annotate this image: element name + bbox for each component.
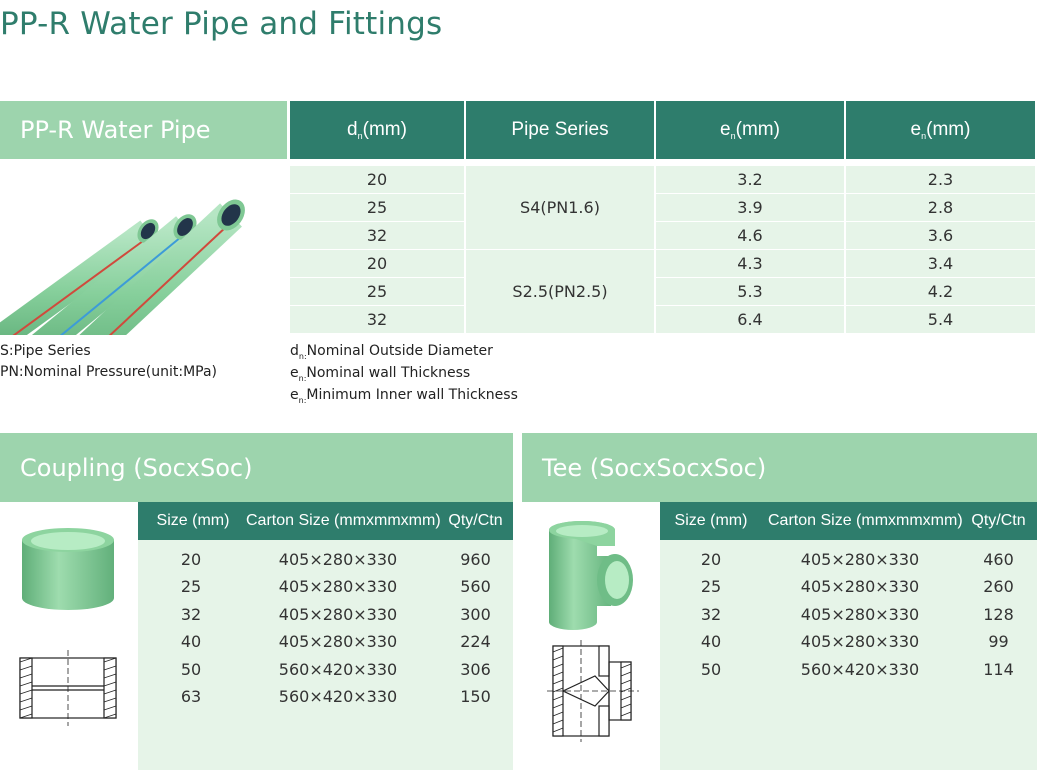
coupling-cell: 150 [460,687,491,706]
coupling-cell: 306 [460,660,491,679]
pipe-row-emin: 2.8 [846,194,1035,221]
tee-cell: 460 [983,550,1014,569]
coupling-cell: 25 [180,577,202,596]
header-dn-sub: n [357,131,363,141]
coupling-header-size: Size (mm) [156,512,230,529]
tee-cell: 260 [983,577,1014,596]
coupling-cell: 50 [180,660,202,679]
coupling-cell: 560 [460,577,491,596]
note-line [290,341,518,363]
notes-left [0,341,217,383]
tee-section-title: Tee (SocxSocxSoc) [522,433,1037,502]
tee-cell: 405×280×330 [800,550,920,569]
pipe-table-body [290,166,1035,334]
note-text: Minimum Inner wall Thickness [306,387,518,403]
coupling-cell: 32 [180,605,202,624]
note-line [290,385,518,407]
pipe-row-emin: 5.4 [846,306,1035,333]
header-dn-unit: (mm) [362,119,407,140]
pipe-row-emin: 3.4 [846,250,1035,277]
pipe-row-en: 6.4 [656,306,844,333]
coupling-illustration [18,520,118,730]
pipe-row-dn: 25 [290,278,464,305]
note-sub: n: [298,396,307,405]
tee-header [660,502,1037,540]
pipe-row-en: 5.3 [656,278,844,305]
pipe-row-en: 4.3 [656,250,844,277]
header-en-unit: (mm) [735,119,780,140]
coupling-header-carton: Carton Size (mmxmmxmm) [246,512,441,529]
pipe-section-title: PP-R Water Pipe [0,101,287,159]
header-dn [290,101,464,159]
tee-header-size: Size (mm) [674,512,748,529]
coupling-cell: 560×420×330 [278,660,398,679]
tee-illustration [545,516,645,742]
header-en-sub: n [730,131,736,141]
header-emin-symbol: e [910,119,922,140]
header-emin-unit: (mm) [926,119,971,140]
pipe-row-emin: 4.2 [846,278,1035,305]
note-symbol: e [290,365,299,381]
note-sub: n: [298,374,307,383]
pipe-series-cell: S2.5(PN2.5) [466,250,654,333]
coupling-cell: 405×280×330 [278,550,398,569]
coupling-cell: 405×280×330 [278,577,398,596]
tee-cell: 405×280×330 [800,632,920,651]
pipe-row-dn: 25 [290,194,464,221]
pipe-row-dn: 32 [290,306,464,333]
tee-cell: 25 [700,577,722,596]
tee-cell: 40 [700,632,722,651]
tee-cell: 99 [988,632,1009,651]
coupling-section-title: Coupling (SocxSoc) [0,433,513,502]
coupling-cell: 20 [180,550,202,569]
pipe-row-dn: 20 [290,166,464,193]
header-emin-sub: n [921,131,927,141]
pipe-illustration [0,163,287,335]
tee-cell: 50 [700,660,722,679]
coupling-cell: 405×280×330 [278,605,398,624]
note-text: Nominal wall Thickness [306,365,471,381]
header-en [656,101,844,159]
coupling-cell: 63 [180,687,202,706]
coupling-header [138,502,513,540]
pipe-series-cell: S4(PN1.6) [466,166,654,249]
pipe-row-dn: 20 [290,250,464,277]
pipe-row-emin: 3.6 [846,222,1035,249]
note-sub: n: [298,352,307,361]
pipe-row-en: 3.2 [656,166,844,193]
coupling-cell: 405×280×330 [278,632,398,651]
coupling-cell: 224 [460,632,491,651]
tee-cell: 128 [983,605,1014,624]
coupling-cell: 40 [180,632,202,651]
tee-cell: 405×280×330 [800,577,920,596]
pipe-row-dn: 32 [290,222,464,249]
header-emin [846,101,1035,159]
header-pipe-series: Pipe Series [466,101,654,159]
header-en-symbol: e [720,119,731,140]
note-symbol: d [290,343,299,359]
pipe-row-en: 3.9 [656,194,844,221]
pipe-row-en: 4.6 [656,222,844,249]
tee-cell: 20 [700,550,722,569]
note-symbol: e [290,387,299,403]
note-line: S:Pipe Series [0,343,91,359]
tee-header-carton: Carton Size (mmxmmxmm) [768,512,963,529]
header-dn-symbol: d [347,119,358,140]
coupling-cell: 960 [460,550,491,569]
note-text: Nominal Outside Diameter [306,343,493,359]
tee-cell: 405×280×330 [800,605,920,624]
coupling-cell: 560×420×330 [278,687,398,706]
note-line [290,363,518,385]
tee-cell: 560×420×330 [800,660,920,679]
coupling-header-qty: Qty/Ctn [448,512,503,529]
tee-cell: 32 [700,605,722,624]
pipe-row-emin: 2.3 [846,166,1035,193]
page-title: PP-R Water Pipe and Fittings [0,6,443,42]
notes-right [290,341,518,407]
tee-header-qty: Qty/Ctn [971,512,1026,529]
note-line: PN:Nominal Pressure(unit:MPa) [0,364,218,380]
coupling-cell: 300 [460,605,491,624]
tee-cell: 114 [983,660,1014,679]
